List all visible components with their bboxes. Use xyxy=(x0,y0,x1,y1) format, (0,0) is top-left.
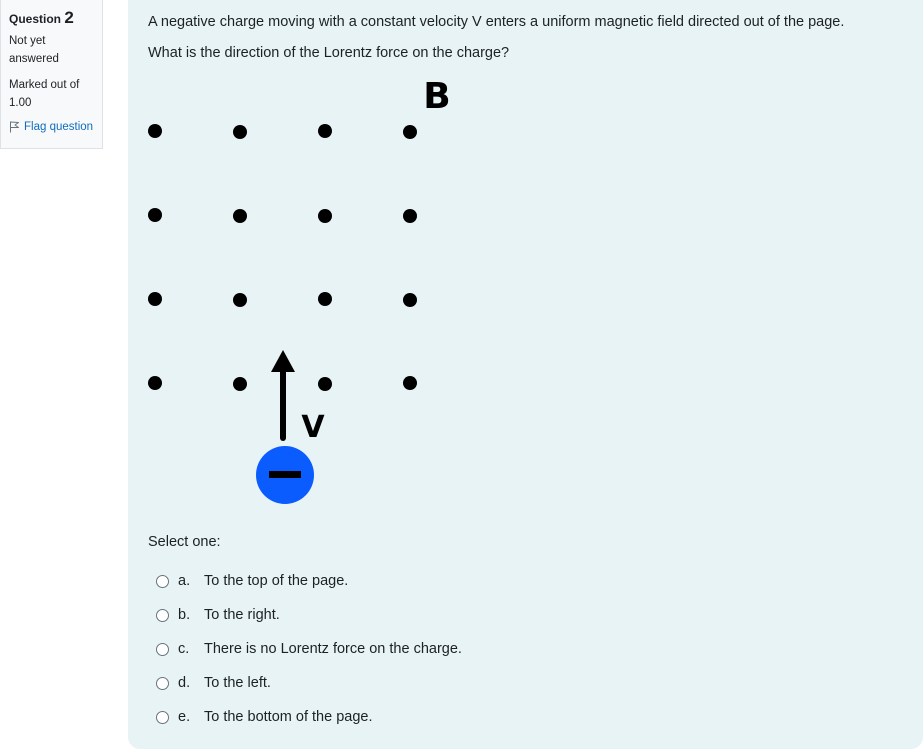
radio-button[interactable] xyxy=(156,643,169,656)
field-dot xyxy=(318,292,332,306)
field-dot xyxy=(148,292,162,306)
select-one-prompt: Select one: xyxy=(148,534,221,550)
question-label: Question xyxy=(9,12,62,26)
field-dot xyxy=(233,377,247,391)
question-number: 2 xyxy=(64,8,74,27)
flag-question-link[interactable] xyxy=(9,121,94,133)
question-text-line1: A negative charge moving with a constant velocity V enters a uniform magnetic field directed out of the page. xyxy=(148,14,845,30)
magnetic-field-diagram xyxy=(128,0,923,530)
field-dot xyxy=(233,209,247,223)
field-dot xyxy=(403,125,417,139)
option-label[interactable]: To the top of the page. xyxy=(204,573,349,589)
question-content-panel xyxy=(128,0,923,749)
answer-option-c[interactable] xyxy=(156,632,462,666)
answer-option-e[interactable] xyxy=(156,700,462,734)
question-text-line2: What is the direction of the Lorentz force on the charge? xyxy=(148,45,510,61)
option-label[interactable]: To the bottom of the page. xyxy=(204,709,373,725)
velocity-arrow-icon xyxy=(271,350,295,438)
question-grade: Marked out of 1.00 xyxy=(9,79,80,109)
field-dot xyxy=(318,377,332,391)
option-label[interactable]: To the left. xyxy=(204,675,271,691)
field-dot xyxy=(233,125,247,139)
option-letter: b. xyxy=(178,607,191,623)
answer-option-b[interactable] xyxy=(156,598,462,632)
option-label[interactable]: To the right. xyxy=(204,607,280,623)
answer-option-d[interactable] xyxy=(156,666,462,700)
option-letter: d. xyxy=(178,675,191,691)
question-number-heading xyxy=(9,7,94,30)
field-dot xyxy=(148,208,162,222)
velocity-label-v: V xyxy=(301,410,325,445)
negative-charge-icon xyxy=(256,446,314,504)
field-dot xyxy=(403,376,417,390)
flag-icon xyxy=(9,121,20,133)
field-dot xyxy=(403,209,417,223)
option-letter: c. xyxy=(178,641,190,657)
field-dot xyxy=(318,124,332,138)
radio-button[interactable] xyxy=(156,575,169,588)
field-dot xyxy=(148,124,162,138)
radio-button[interactable] xyxy=(156,677,169,690)
option-letter: e. xyxy=(178,709,191,725)
field-dot xyxy=(318,209,332,223)
radio-button[interactable] xyxy=(156,609,169,622)
field-dot xyxy=(148,376,162,390)
field-label-b: B xyxy=(423,76,451,117)
question-state: Not yet answered xyxy=(9,35,59,65)
option-label[interactable]: There is no Lorentz force on the charge. xyxy=(204,641,462,657)
answer-option-a[interactable] xyxy=(156,564,462,598)
option-letter: a. xyxy=(178,573,191,589)
radio-button[interactable] xyxy=(156,711,169,724)
field-dot xyxy=(233,293,247,307)
question-info-panel xyxy=(0,0,103,149)
flag-question-label: Flag question xyxy=(24,121,94,133)
field-dot xyxy=(403,293,417,307)
answer-options xyxy=(156,564,462,734)
